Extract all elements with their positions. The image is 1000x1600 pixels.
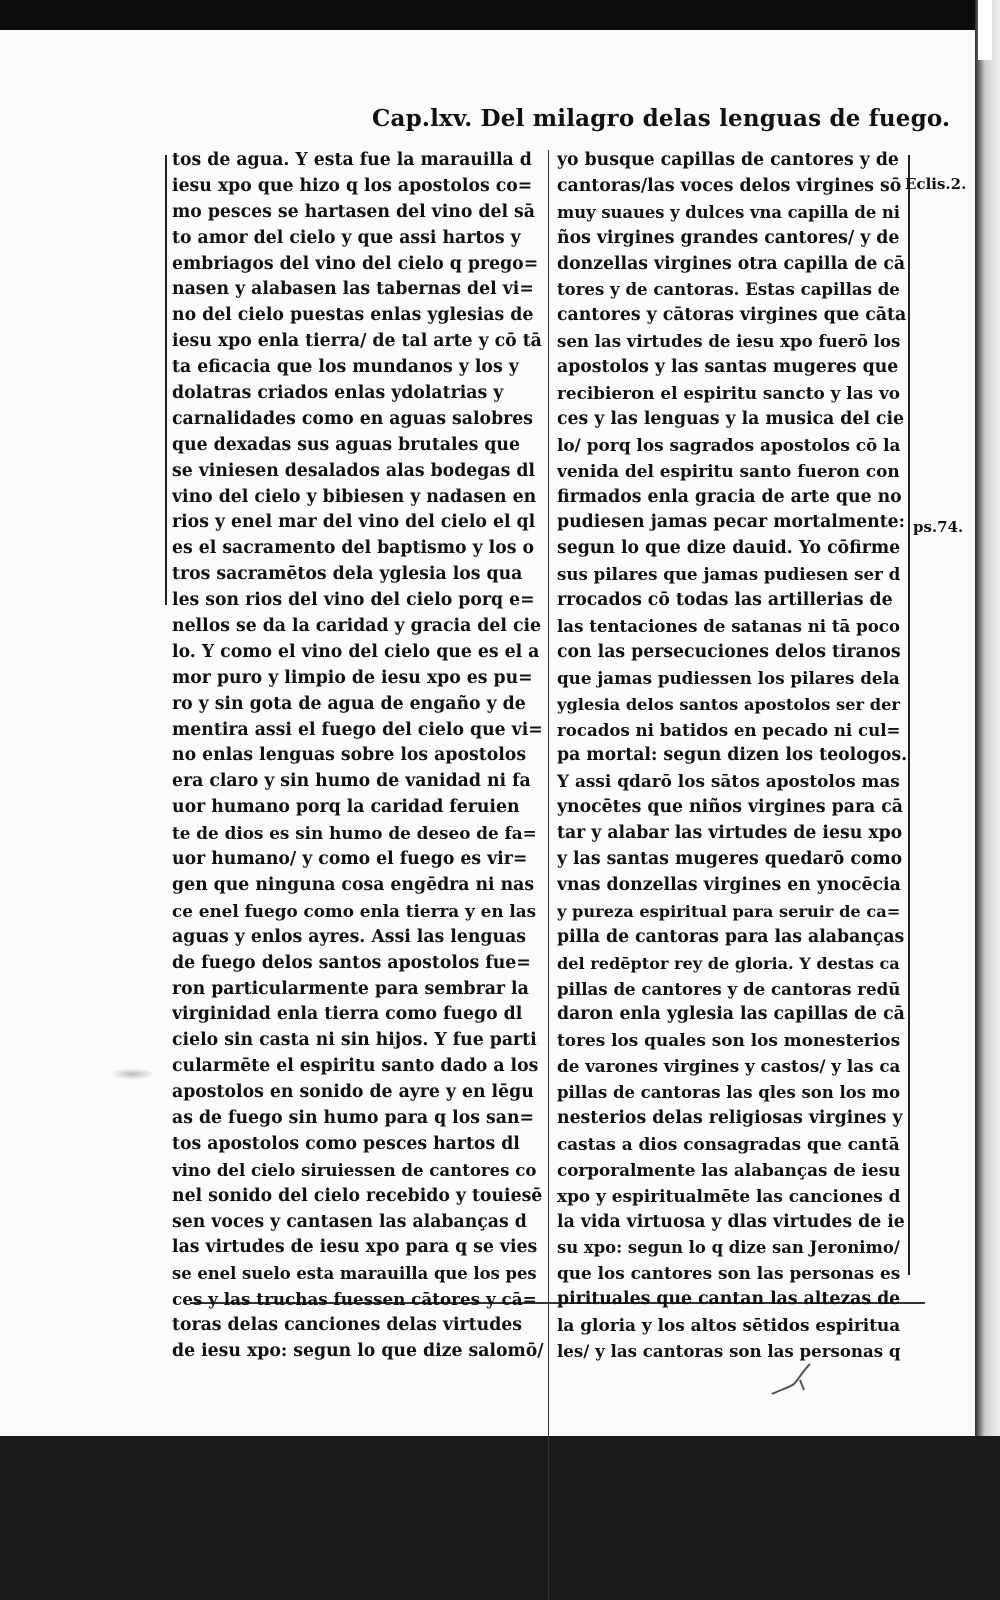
text-line: yo busque capillas de cantores y de bbox=[557, 150, 899, 170]
text-line: que jamas pudiessen los pilares dela bbox=[557, 667, 900, 688]
text-line: daron enla yglesia las capillas de cā bbox=[557, 1004, 905, 1025]
text-line: embriagos del vino del cielo q prego= bbox=[172, 253, 539, 274]
text-line: to amor del cielo y que assi hartos y bbox=[172, 227, 521, 248]
margin-note-reference: Eclis.2. bbox=[905, 175, 967, 193]
text-line: segun lo que dize dauid. Yo cōfirme bbox=[557, 538, 901, 559]
text-line: vnas donzellas virgines en ynocēcia bbox=[557, 874, 901, 895]
text-line: ces y las lenguas y la musica del cie bbox=[557, 408, 905, 429]
text-line: venida del espiritu santo fueron con bbox=[557, 460, 900, 481]
text-line: sen las virtudes de iesu xpo fuerō los bbox=[557, 331, 901, 352]
text-line: se viniesen desalados alas bodegas dl bbox=[172, 460, 535, 481]
text-line: nellos se da la caridad y gracia del cie bbox=[172, 616, 542, 637]
text-line: es el sacramento del baptismo y los o bbox=[172, 538, 534, 559]
text-line: tores y de cantoras. Estas capillas de bbox=[557, 279, 900, 300]
text-line: que dexadas sus aguas brutales que bbox=[172, 434, 520, 455]
text-line: rios y enel mar del vino del cielo el ql bbox=[172, 512, 536, 533]
chapter-header: Cap.lxv. Del milagro delas lenguas de fuego. bbox=[372, 105, 951, 132]
text-line: ta eficacia que los mundanos y los y bbox=[172, 357, 519, 378]
text-line: pudiesen jamas pecar mortalmente: bbox=[557, 512, 906, 533]
text-line: ynocētes que niños virgines para cā bbox=[557, 797, 903, 818]
text-line: era claro y sin humo de vanidad ni fa bbox=[172, 771, 531, 792]
text-line: xpo y espiritualmēte las canciones d bbox=[557, 1185, 901, 1206]
text-line: Y assi qdarō los sātos apostolos mas bbox=[557, 771, 900, 792]
text-line: de varones virgines y castos/ y las ca bbox=[557, 1056, 901, 1077]
text-line: ños virgines grandes cantores/ y de bbox=[557, 227, 900, 248]
text-line: mentira assi el fuego del cielo que vi= bbox=[172, 719, 543, 740]
text-line: donzellas virgines otra capilla de cā bbox=[557, 253, 906, 274]
text-line: que los cantores son las personas es bbox=[557, 1263, 901, 1284]
text-line: as de fuego sin humo para q los san= bbox=[172, 1107, 534, 1128]
text-line: pillas de cantores y de cantoras redū bbox=[557, 978, 901, 999]
text-line: vino del cielo siruiessen de cantores co bbox=[172, 1159, 537, 1180]
text-line: se enel suelo esta marauilla que los pes bbox=[172, 1264, 537, 1284]
text-line: con las persecuciones delos tiranos bbox=[557, 641, 901, 662]
text-line: nasen y alabasen las tabernas del vi= bbox=[172, 279, 534, 300]
left-text-column bbox=[172, 148, 544, 1365]
text-line: ron particularmente para sembrar la bbox=[172, 978, 529, 999]
text-line: sen voces y cantasen las alabanças d bbox=[172, 1211, 527, 1232]
page-edge bbox=[975, 0, 1000, 1436]
text-line: las virtudes de iesu xpo para q se vies bbox=[172, 1237, 538, 1258]
scan-top-border bbox=[0, 0, 1000, 30]
text-line: yglesia delos santos apostolos ser der bbox=[557, 694, 900, 714]
text-line: mo pesces se hartasen del vino del sā bbox=[172, 201, 535, 222]
text-line: pilla de cantoras para las alabanças bbox=[557, 926, 905, 947]
text-line: muy suaues y dulces vna capilla de ni bbox=[557, 202, 900, 222]
column-divider bbox=[548, 150, 549, 1600]
text-line: la gloria y los altos sētidos espiritua bbox=[557, 1315, 901, 1336]
text-line: tros sacramētos dela yglesia los qua bbox=[172, 564, 523, 585]
text-line: no del cielo puestas enlas yglesias de bbox=[172, 305, 534, 326]
text-line: iesu xpo que hizo q los apostolos co= bbox=[172, 175, 533, 196]
text-line: lo/ porq los sagrados apostolos cō la bbox=[557, 434, 901, 455]
text-line: iesu xpo enla tierra/ de tal arte y cō tā bbox=[172, 331, 542, 352]
text-line: sus pilares que jamas pudiesen ser d bbox=[557, 564, 901, 585]
right-margin-rule bbox=[908, 155, 910, 1275]
text-line: las tentaciones de satanas ni tā poco bbox=[557, 616, 900, 637]
text-line: cularmēte el espiritu santo dado a los bbox=[172, 1056, 539, 1077]
text-line: carnalidades como en aguas salobres bbox=[172, 408, 533, 429]
text-line: nel sonido del cielo recebido y touiesē bbox=[172, 1185, 543, 1206]
text-line: tores los quales son los monesterios bbox=[557, 1030, 901, 1051]
text-line: uor humano porq la caridad feruien bbox=[172, 797, 520, 818]
text-line: tos de agua. Y esta fue la marauilla d bbox=[172, 150, 532, 170]
text-line: recibieron el espiritu sancto y las vo bbox=[557, 383, 900, 404]
text-line: uor humano/ y como el fuego es vir= bbox=[172, 849, 528, 870]
page-tab bbox=[978, 0, 992, 60]
text-line: cantoras/las voces delos virgines sō bbox=[557, 175, 902, 196]
text-line: no enlas lenguas sobre los apostolos bbox=[172, 745, 527, 766]
text-line: rocados ni batidos en pecado ni cul= bbox=[557, 719, 901, 740]
text-line: apostolos y las santas mugeres que bbox=[557, 357, 899, 378]
right-text-column bbox=[557, 148, 907, 1365]
text-line: virginidad enla tierra como fuego dl bbox=[172, 1004, 523, 1025]
text-line: dolatras criados enlas ydolatrias y bbox=[172, 383, 504, 404]
text-line: tar y alabar las virtudes de iesu xpo bbox=[557, 823, 903, 844]
text-line: les/ y las cantoras son las personas q bbox=[557, 1340, 901, 1361]
text-line: pillas de cantoras las qles son los mo bbox=[557, 1083, 901, 1103]
text-line: cielo sin casta ni sin hijos. Y fue parti bbox=[172, 1030, 537, 1051]
text-line: te de dios es sin humo de deseo de fa= bbox=[172, 823, 537, 844]
margin-note-reference: ps.74. bbox=[913, 518, 964, 536]
text-line: ces y las truchas fuessen cātores y cā= bbox=[172, 1289, 537, 1310]
text-line: y las santas mugeres quedarō como bbox=[557, 849, 903, 870]
text-line: ce enel fuego como enla tierra y en las bbox=[172, 900, 537, 921]
left-margin-rule bbox=[165, 155, 167, 605]
text-line: pirituales que cantan las altezas de bbox=[557, 1289, 901, 1310]
handwritten-mark bbox=[770, 1360, 815, 1400]
text-line: gen que ninguna cosa engēdra ni nas bbox=[172, 874, 535, 895]
text-line: toras delas canciones delas virtudes bbox=[172, 1315, 522, 1336]
text-line: de fuego delos santos apostolos fue= bbox=[172, 952, 531, 973]
text-line: y pureza espiritual para seruir de ca= bbox=[557, 901, 901, 921]
text-line: aguas y enlos ayres. Assi las lenguas bbox=[172, 926, 526, 947]
text-line: pa mortal: segun dizen los teologos. bbox=[557, 745, 907, 766]
text-line: nesterios delas religiosas virgines y bbox=[557, 1107, 903, 1128]
text-line: lo. Y como el vino del cielo que es el a bbox=[172, 641, 540, 662]
text-line: firmados enla gracia de arte que no bbox=[557, 486, 902, 507]
text-line: tos apostolos como pesces hartos dl bbox=[172, 1133, 520, 1154]
text-line: mor puro y limpio de iesu xpo es pu= bbox=[172, 667, 533, 688]
text-line: del redēptor rey de gloria. Y destas ca bbox=[557, 953, 900, 973]
text-line: la vida virtuosa y dlas virtudes de ie bbox=[557, 1211, 905, 1232]
text-line: de iesu xpo: segun lo que dize salomō/ bbox=[172, 1340, 544, 1361]
text-line: su xpo: segun lo q dize san Jeronimo/ bbox=[557, 1238, 900, 1258]
text-line: ro y sin gota de agua de engaño y de bbox=[172, 693, 526, 714]
text-line: rrocados cō todas las artillerias de bbox=[557, 590, 893, 611]
ink-smudge bbox=[110, 1068, 155, 1080]
text-line: corporalmente las alabanças de iesu bbox=[557, 1159, 901, 1180]
text-line: cantores y cātoras virgines que cāta bbox=[557, 305, 907, 326]
text-line: castas a dios consagradas que cantā bbox=[557, 1133, 900, 1154]
text-line: vino del cielo y bibiesen y nadasen en bbox=[172, 486, 537, 507]
text-line: les son rios del vino del cielo porq e= bbox=[172, 590, 535, 611]
text-line: apostolos en sonido de ayre y en lēgu bbox=[172, 1082, 534, 1103]
